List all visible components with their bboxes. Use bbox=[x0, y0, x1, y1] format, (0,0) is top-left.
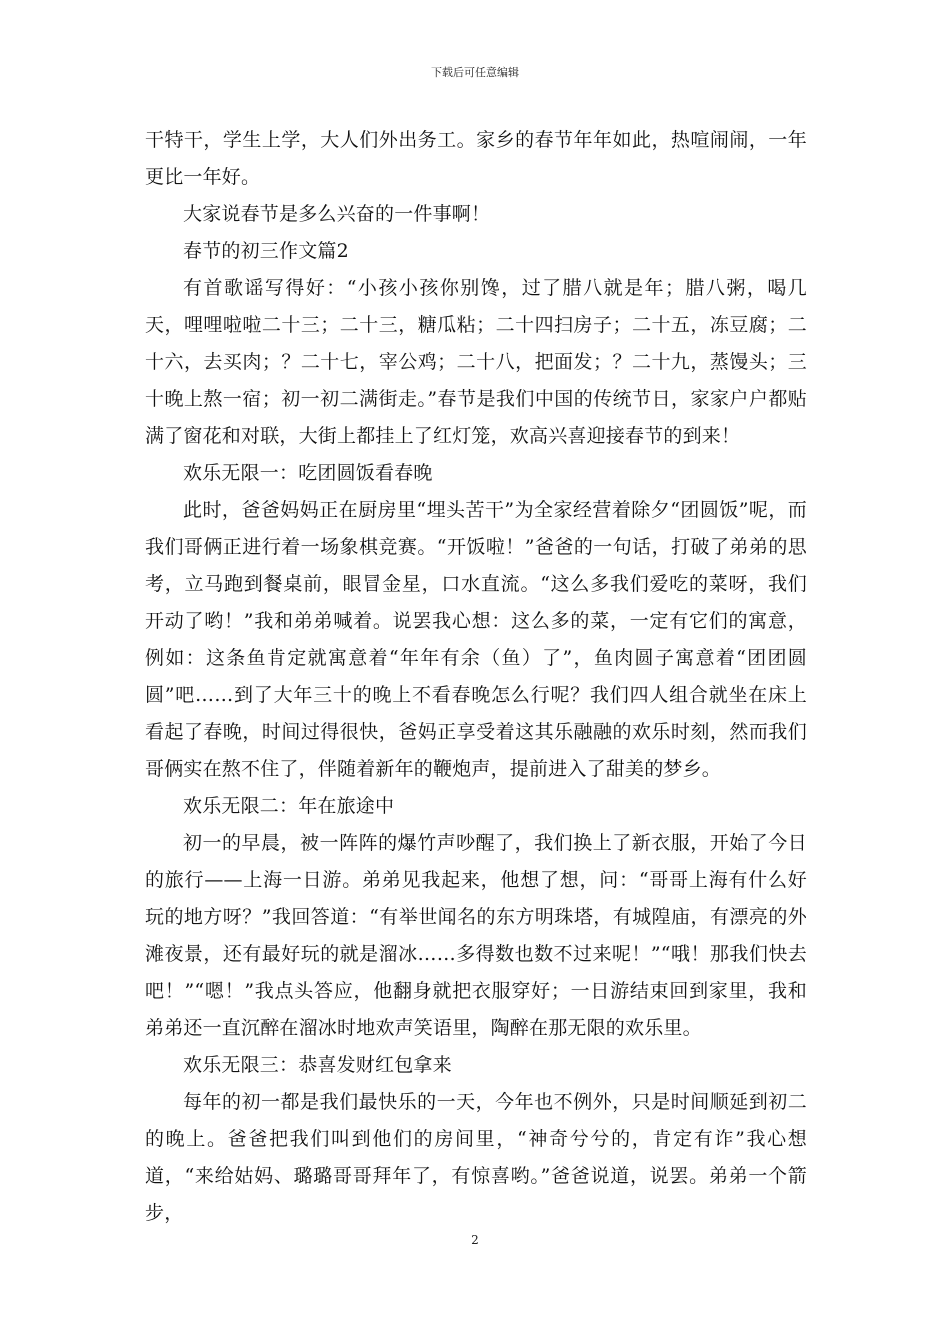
paragraph-ballad: 有首歌谣写得好：“小孩小孩你别馋，过了腊八就是年；腊八粥，喝几天，哩哩啦啦二十三；二十三，糖瓜粘；二十四扫房子；二十五，冻豆腐；二十六，去买肉；？二十七，宰公鸡；二十八，把面发；？二十九，蒸馒头；三十晚上熬一宿；初一初二满街走。”春节是我们中国的传统节日，家家户户都贴满了窗花和对联，大街上都挂上了红灯笼，欢高兴喜迎接春节的到来！ bbox=[145, 277, 807, 447]
paragraph-1: 干特干，学生上学，大人们外出务工。家乡的春节年年如此，热喧闹闹，一年更比一年好。 bbox=[145, 129, 807, 188]
page-number: 2 bbox=[471, 1233, 479, 1247]
subheading-joy-3: 欢乐无限三：恭喜发财红包拿来 bbox=[183, 1054, 452, 1076]
paragraph-2: 大家说春节是多么兴奋的一件事啊！ bbox=[183, 203, 491, 225]
paragraph-shanghai-trip: 初一的早晨，被一阵阵的爆竹声吵醒了，我们换上了新衣服，开始了今日的旅行——上海一日游。弟弟见我起来，他想了想，问：“哥哥上海有什么好玩的地方呀？”我回答道：“有举世闻名的东方明珠塔，有城隍庙，有漂亮的外滩夜景，还有最好玩的就是溜冰……多得数也数不过来呢！”“哦！那我们快去吧！”“嗯！”我点头答应，他翻身就把衣服穿好；一日游结束回到家里，我和弟弟还一直沉醉在溜冰时地欢声笑语里，陶醉在那无限的欢乐里。 bbox=[145, 832, 807, 1039]
page-header: 下载后可任意编辑 bbox=[431, 66, 519, 79]
subheading-joy-2: 欢乐无限二：年在旅途中 bbox=[183, 795, 395, 817]
section-title-essay-2: 春节的初三作文篇2 bbox=[183, 240, 349, 262]
subheading-joy-1: 欢乐无限一：吃团圆饭看春晚 bbox=[183, 462, 433, 484]
paragraph-red-envelope: 每年的初一都是我们最快乐的一天，今年也不例外，只是时间顺延到初二的晚上。爸爸把我们叫到他们的房间里，“神奇兮兮的，肯定有诈”我心想道，“来给姑妈、璐璐哥哥拜年了，有惊喜哟。”爸爸说道，说罢。弟弟一个箭步， bbox=[145, 1091, 807, 1224]
document-body bbox=[145, 122, 807, 1232]
paragraph-reunion-dinner: 此时，爸爸妈妈正在厨房里“埋头苦干”为全家经营着除夕“团圆饭”呢，而我们哥俩正进行着一场象棋竞赛。“开饭啦！”爸爸的一句话，打破了弟弟的思考，立马跑到餐桌前，眼冒金星，口水直流。“这么多我们爱吃的菜呀，我们开动了哟！”我和弟弟喊着。说罢我心想：这么多的菜，一定有它们的寓意，例如：这条鱼肯定就寓意着“年年有余（鱼）了”，鱼肉圆子寓意着“团团圆圆”吧……到了大年三十的晚上不看春晚怎么行呢？我们四人组合就坐在床上看起了春晚，时间过得很快，爸妈正享受着这其乐融融的欢乐时刻，然而我们哥俩实在熬不住了，伴随着新年的鞭炮声，提前进入了甜美的梦乡。 bbox=[145, 499, 807, 780]
